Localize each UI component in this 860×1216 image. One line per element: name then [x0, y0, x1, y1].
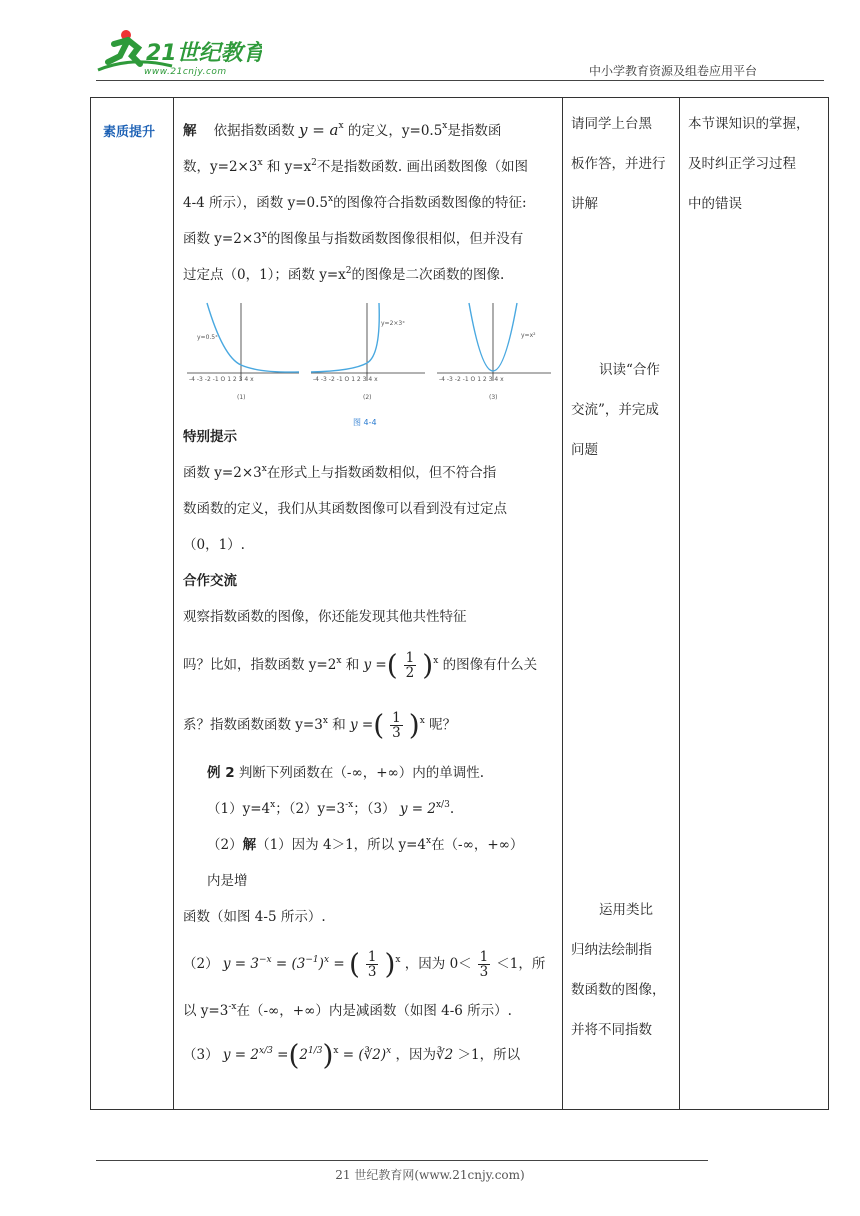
- coop-line-2: 吗？比如，指数函数 $y=2^x$ 和 y =( $\frac{1}{2}$ )$^x$ 的图像有什么关: [183, 648, 538, 682]
- svg-text:(2): (2): [363, 394, 372, 401]
- solution-line-2: 内是增: [207, 873, 248, 889]
- solution-2: （2） $y = 3^{-x} = (3^{-1})^x$ = ( $\frac{1}{3}$ )$^x$ ，因为 0＜ $\frac{1}{3}$ ＜1，所: [183, 947, 546, 981]
- content-cell: [174, 98, 563, 1110]
- figure-caption: 图 4-4: [353, 418, 377, 427]
- content-line-4: 函数 $y=2\times 3^x$的图像虽与指数函数图像很相似，但并没有: [183, 230, 524, 247]
- content-line-3: 4-4 所示），函数 $y=0.5^x$的图像符合指数函数图像的特征:: [183, 194, 527, 211]
- svg-text:21世纪教育: 21世纪教育: [146, 41, 262, 66]
- svg-text:-4 -3 -2 -1 O 1 2 3 4 x: -4 -3 -2 -1 O 1 2 3 4 x: [313, 376, 378, 383]
- figure-4-4: [183, 299, 554, 427]
- example-line: 例 2 判断下列函数在（-∞，+∞）内的单调性.: [207, 765, 485, 781]
- footer-text: 21 世纪教育网(www.21cnjy.com): [335, 1168, 525, 1182]
- footer-divider: [96, 1160, 708, 1161]
- header-divider: [96, 80, 824, 81]
- platform-title: 中小学教育资源及组卷应用平台: [588, 64, 757, 78]
- coop-title: 合作交流: [183, 573, 237, 589]
- svg-text:y=0.5ˣ: y=0.5ˣ: [197, 334, 218, 341]
- logo-url: www.21cnjy.com: [144, 67, 227, 77]
- hint-line-3: （0，1）.: [183, 537, 245, 553]
- hint-title: 特别提示: [183, 429, 237, 445]
- example-items: $(1)y=4^x$；$(2)y=3^{-x}$；（3） $y = 2^{x/3}$.: [207, 800, 455, 817]
- solution-line-1: （2）解（1）因为 4＞1，所以 $y=4^x$在（-∞，+∞）: [207, 836, 524, 853]
- coop-line-1: 观察指数函数的图像，你还能发现其他共性特征: [183, 609, 467, 625]
- svg-text:(1): (1): [237, 394, 246, 401]
- purpose-cell: 本节课知识的掌握， 及时纠正学习过程 中的错误: [680, 98, 829, 1110]
- solution-2-cont: 以 $y=3^{-x}$在（-∞，+∞）内是减函数（如图 4-6 所示）.: [183, 1002, 512, 1019]
- exponential-graphs: [183, 299, 563, 417]
- svg-text:(3): (3): [489, 394, 498, 401]
- content-line-1: 解 依据指数函数 $y = a^x$ 的定义，$y=0.5^x$是指数函: [183, 121, 502, 139]
- svg-text:y=2×3ˣ: y=2×3ˣ: [381, 320, 405, 327]
- teacher-activity-cell: 请同学上台黑 板作答，并进行 讲解 识读“合作 交流”，并完成 问题 运用类比 归纳法绘制指 数函数的图像， 并将不同指数: [563, 98, 680, 1110]
- lesson-table: [90, 97, 829, 1110]
- content-line-2: 数，$y=2\times 3^x$ 和 $y=x^2$不是指数函数. 画出函数图像（如图: [183, 158, 528, 175]
- svg-text:-4 -3 -2 -1 O 1 2 3 4 x: -4 -3 -2 -1 O 1 2 3 4 x: [439, 376, 504, 383]
- solution-3: （3） $y = 2^{x/3} =(2^{1/3})^x$ = (∛2)$^x$ ，因为∛2 ＞1，所以: [183, 1038, 521, 1072]
- section-cell: [91, 98, 174, 1110]
- svg-text:-4 -3 -2 -1 O 1 2 3 4 x: -4 -3 -2 -1 O 1 2 3 4 x: [189, 376, 254, 383]
- svg-text:y=x²: y=x²: [521, 332, 536, 339]
- content-line-5: 过定点（0，1）；函数 $y=x^2$的图像是二次函数的图像.: [183, 266, 505, 283]
- section-label: 素质提升: [103, 125, 156, 140]
- hint-line-1: 函数 $y=2\times 3^x$在形式上与指数函数相似，但不符合指: [183, 464, 497, 481]
- hint-line-2: 数函数的定义，我们从其函数图像可以看到没有过定点: [183, 501, 507, 517]
- coop-line-3: 系？指数函数函数 $y=3^x$ 和 y =( $\frac{1}{3}$ )$^x$ 呢？: [183, 708, 457, 742]
- solution-line-3: 函数（如图 4-5 所示）.: [183, 909, 326, 925]
